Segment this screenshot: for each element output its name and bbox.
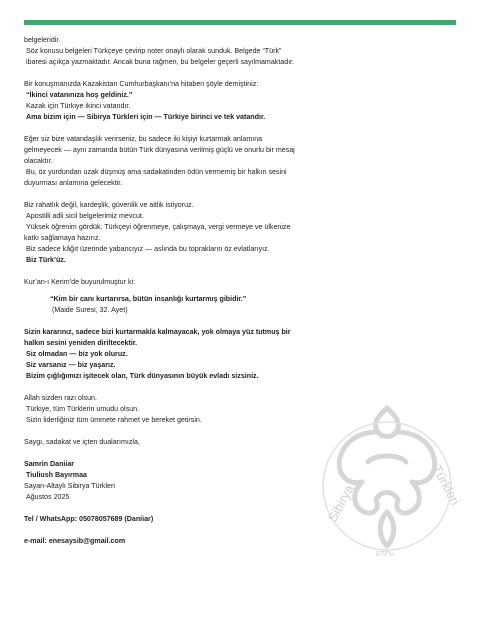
letter-emphasis: Sizin kararınız, sadece bizi kurtarmakla kalmayacak, yok olmaya yüz tutmuş bir <box>24 328 291 336</box>
letter-line: Eğer siz bize vatandaşlık verirseniz, bu sadece iki kişiyi kurtarmak anlamına <box>24 135 263 143</box>
letter-line: ibaresi açıkça yazmaktadır. Ancak buna rağmen, bu belgeler geçerli sayılmamaktadır. <box>24 58 295 66</box>
letter-emphasis: Ama bizim için — Sibirya Türkleri için — Türkiye birinci ve tek vatandır. <box>24 113 266 121</box>
letter-line: duyurması anlamına gelecektir. <box>24 179 123 187</box>
letter-line: Biz rahatlık değil, kardeşlik, güvenlik ve aitlik istiyoruz. <box>24 201 194 209</box>
letter-line: Söz konusu belgeleri Türkçeye çevirip noter onaylı olarak sunduk. Belgede “Türk” <box>24 47 282 55</box>
closing-line: Saygı, sadakat ve içten dualarımızla, <box>24 438 140 446</box>
watermark-text-bottom: БТРЬ <box>376 551 394 558</box>
letter-line: Biz sadece kâğıt üzerinde yabancıyız — aslında bu toprakların öz evlatlarıyız. <box>24 245 270 253</box>
letter-line: Sizin liderliğiniz tüm ümmete rahmet ve bereket getirsin. <box>24 416 202 424</box>
letter-line: Bu, öz yurdundan uzak düşmüş ama sadakatinden ödün vermemiş bir halkın sesini <box>24 168 287 176</box>
watermark-text-left: Sibirya <box>324 482 357 525</box>
letter-line: Kur’an-ı Kerim’de buyurulmuştur ki: <box>24 278 136 286</box>
letter-emphasis: Biz Türk’üz. <box>24 256 66 264</box>
letter-line: katkı sağlamaya hazırız. <box>24 234 101 242</box>
contact-phone: Tel / WhatsApp: 05078057689 (Daniiar) <box>24 515 154 523</box>
letter-line: gelmeyecek — aynı zamanda bütün Türk dünyasına verilmiş güçlü ve onurlu bir mesaj <box>24 146 295 154</box>
signature-organization: Sayan-Altaylı Sibirya Türkleri <box>24 482 115 490</box>
letter-quote: “İkinci vatanınıza hoş geldiniz.” <box>24 91 133 99</box>
letter-body <box>24 35 444 547</box>
top-accent-bar <box>24 20 456 25</box>
letter-line: Yüksek öğrenim gördük. Türkçeyi öğrenmeye, çalışmaya, vergi vermeye ve ülkenize <box>24 223 291 231</box>
letter-line: Allah sizden razı olsun. <box>24 394 97 402</box>
verse-quote: “Kim bir canı kurtarırsa, bütün insanlığı kurtarmış gibidir.” <box>50 295 247 303</box>
letter-line: Kazak için Türkiye ikinci vatandır. <box>24 102 131 110</box>
letter-line: Türkiye, tüm Türklerin umudu olsun. <box>24 405 140 413</box>
letter-emphasis: halkın sesini yeniden diriltecektir. <box>24 339 138 347</box>
letter-line: olacaktır. <box>24 157 53 165</box>
signature-name: Tiuliush Bayırmaa <box>24 471 87 479</box>
letter-emphasis: Siz varsanız — biz yaşarız. <box>24 361 116 369</box>
letter-line: Bir konuşmanızda Kazakistan Cumhurbaşkanı’na hitaben şöyle demiştiniz: <box>24 80 259 88</box>
verse-source: (Maide Suresi, 32. Ayet) <box>50 306 128 314</box>
letter-emphasis: Bizim çığlığımızı işitecek olan, Türk dünyasının büyük evladı sizsiniz. <box>24 372 259 380</box>
contact-email: e-mail: enesaysib@gmail.com <box>24 537 126 545</box>
letter-line: Apostilli adli sicil belgelerimiz mevcut. <box>24 212 144 220</box>
watermark-text-right: Türkleri <box>429 462 463 508</box>
letter-line: belgeleridir. <box>24 36 61 44</box>
letter-emphasis: Siz olmadan — biz yok oluruz. <box>24 350 128 358</box>
signature-date: Ağustos 2025 <box>24 493 70 501</box>
signature-name: Samrin Daniiar <box>24 460 75 468</box>
